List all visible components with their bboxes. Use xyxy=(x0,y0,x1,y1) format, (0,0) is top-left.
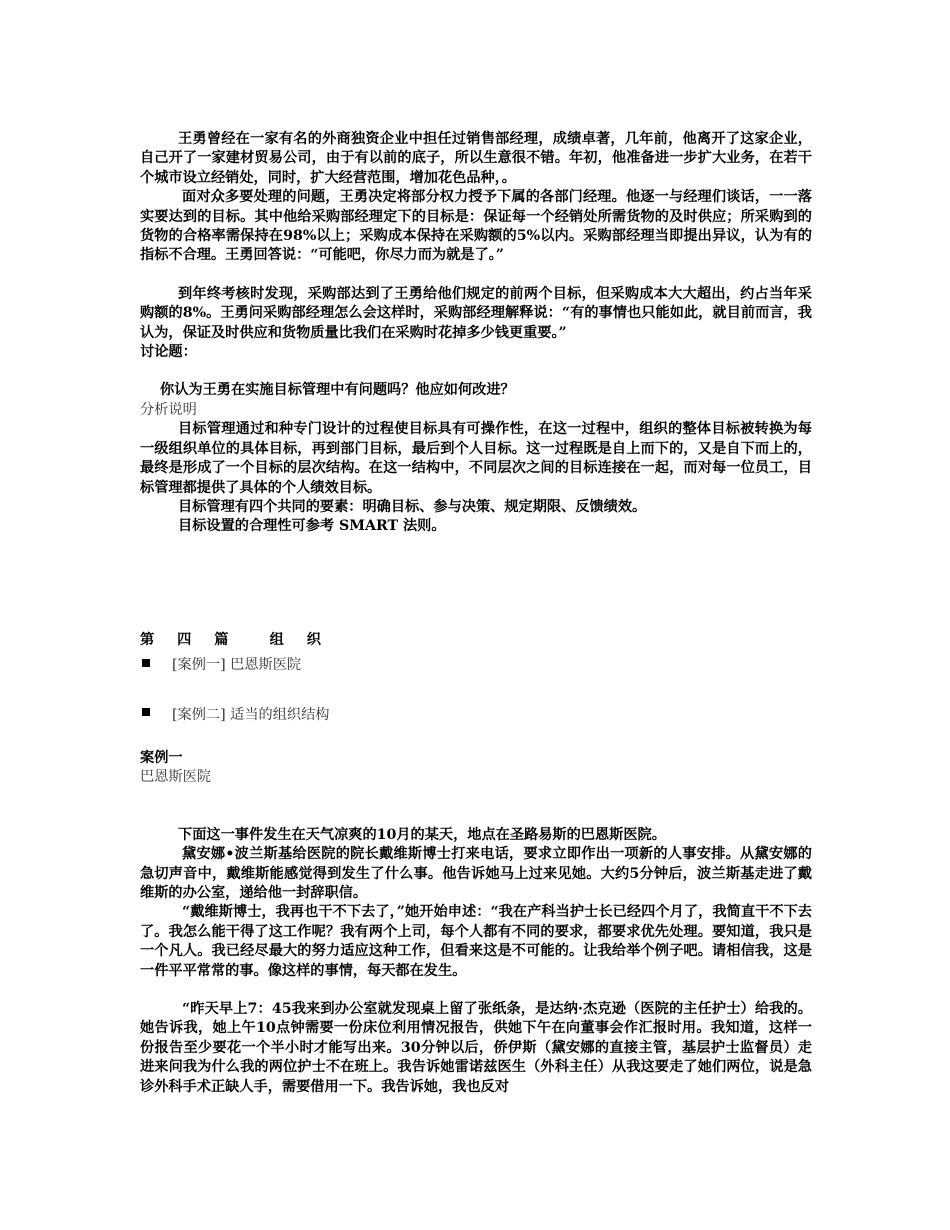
intro-paragraph-2: 面对众多要处理的问题，王勇决定将部分权力授予下属的各部门经理。他逐一与经理们谈话，一一落实要达到的目标。其中他给采购部经理定下的目标是：保证每一个经销处所需货物的及时供应；所采购到的货物的合格率需保持在98%以上；采购成本保持在采购额的5%以内。采购部经理当即提出异议，认为有的指标不合理。王勇回答说：“可能吧，你尽力而为就是了。” xyxy=(140,189,812,264)
intro-paragraph-1: 王勇曾经在一家有名的外商独资企业中担任过销售部经理，成绩卓著，几年前，他离开了这家企业，自己开了一家建材贸易公司，由于有以前的底子，所以生意很不错。年初，他准备进一步扩大业务，在若干个城市设立经销处，同时，扩大经营范围，增加花色品种，。 xyxy=(140,131,812,186)
bullet-square-icon xyxy=(142,708,150,716)
spacer xyxy=(140,362,812,381)
analysis-paragraph-1: 目标管理通过和种专门设计的过程使目标具有可操作性，在这一过程中，组织的整体目标被转换为每一级组织单位的具体目标，再到部门目标，最后到个人目标。这一过程既是自上而下的，又是自下而上的，最终是形成了一个目标的层次结构。在这一结构中，不同层次之间的目标连接在一起，而对每一位员工，目标管理都提供了具体的个人绩效目标。 xyxy=(140,421,812,496)
document-body xyxy=(140,130,812,1097)
case-one-paragraph-2: 黛安娜•波兰斯基给医院的院长戴维斯博士打来电话，要求立即作出一项新的人事安排。从黛安娜的急切声音中，戴维斯能感觉得到发生了什么事。他告诉她马上过来见她。大约5分钟后，波兰斯基走进了戴维斯的办公室，递给他一封辞职信。 xyxy=(140,846,812,901)
case-list-item-2 xyxy=(142,706,812,725)
case-one-paragraph-4: “昨天早上7：45我来到办公室就发现桌上留了张纸条，是达纳·杰克逊（医院的主任护士）给我的。她告诉我，她上午10点钟需要一份床位利用情况报告，供她下午在向董事会作汇报时用。我知道，这样一份报告至少要花一个半小时才能写出来。30分钟以后，侨伊斯（黛安娜的直接主管，基层护士监督员）走进来问我为什么我的两位护士不在班上。我告诉她雷诺兹医生（外科主任）从我这要走了她们两位，说是急诊外科手术正缺人手，需要借用一下。我告诉她，我也反对 xyxy=(140,1001,812,1095)
case-list-label: [案例二] 适当的组织结构 xyxy=(172,706,330,723)
spacer xyxy=(140,266,812,285)
case-list-item-1 xyxy=(142,656,812,675)
analysis-paragraph-3: 目标设置的合理性可参考 SMART 法则。 xyxy=(178,518,446,535)
case-one-paragraph-3: “戴维斯博士，我再也干不下去了，”她开始申述：“我在产科当护士长已经四个月了，我简直干不下去了。我怎么能干得了这工作呢？我有两个上司，每个人都有不同的要求，都要求优先处理。要知道，我只是一个凡人。我已经尽最大的努力适应这种工作，但看来这是不可能的。让我给举个例子吧。请相信我，这是一件平平常常的事。像这样的事情，每天都在发生。 xyxy=(140,904,812,979)
case-one-paragraph-1: 下面这一事件发生在天气凉爽的10月的某天，地点在圣路易斯的巴恩斯医院。 xyxy=(178,826,666,843)
section-title: 第 四 篇 组 织 xyxy=(140,631,325,648)
spacer xyxy=(140,725,812,749)
analysis-paragraph-2: 目标管理有四个共同的要素：明确目标、参与决策、规定期限、反馈绩效。 xyxy=(178,498,647,515)
spacer xyxy=(140,676,812,706)
spacer xyxy=(140,788,812,826)
spacer xyxy=(140,981,812,1000)
intro-paragraph-3: 到年终考核时发现，采购部达到了王勇给他们规定的前两个目标，但采购成本大大超出，约占当年采购额的8%。王勇问采购部经理怎么会这样时，采购部经理解释说：“有的事情也只能如此，就目前而言，我认为，保证及时供应和货物质量比我们在采购时花掉多少钱更重要。” xyxy=(140,285,812,341)
discussion-label: 讨论题： xyxy=(140,344,197,361)
spacer xyxy=(140,537,812,631)
case-one-heading: 案例一 xyxy=(140,749,183,766)
case-one-subtitle: 巴恩斯医院 xyxy=(140,769,211,786)
case-list-label: [案例一] 巴恩斯医院 xyxy=(172,657,302,674)
analysis-label: 分析说明 xyxy=(140,401,197,418)
bullet-square-icon xyxy=(142,659,150,667)
discussion-question: 你认为王勇在实施目标管理中有问题吗？他应如何改进？ xyxy=(160,382,515,399)
